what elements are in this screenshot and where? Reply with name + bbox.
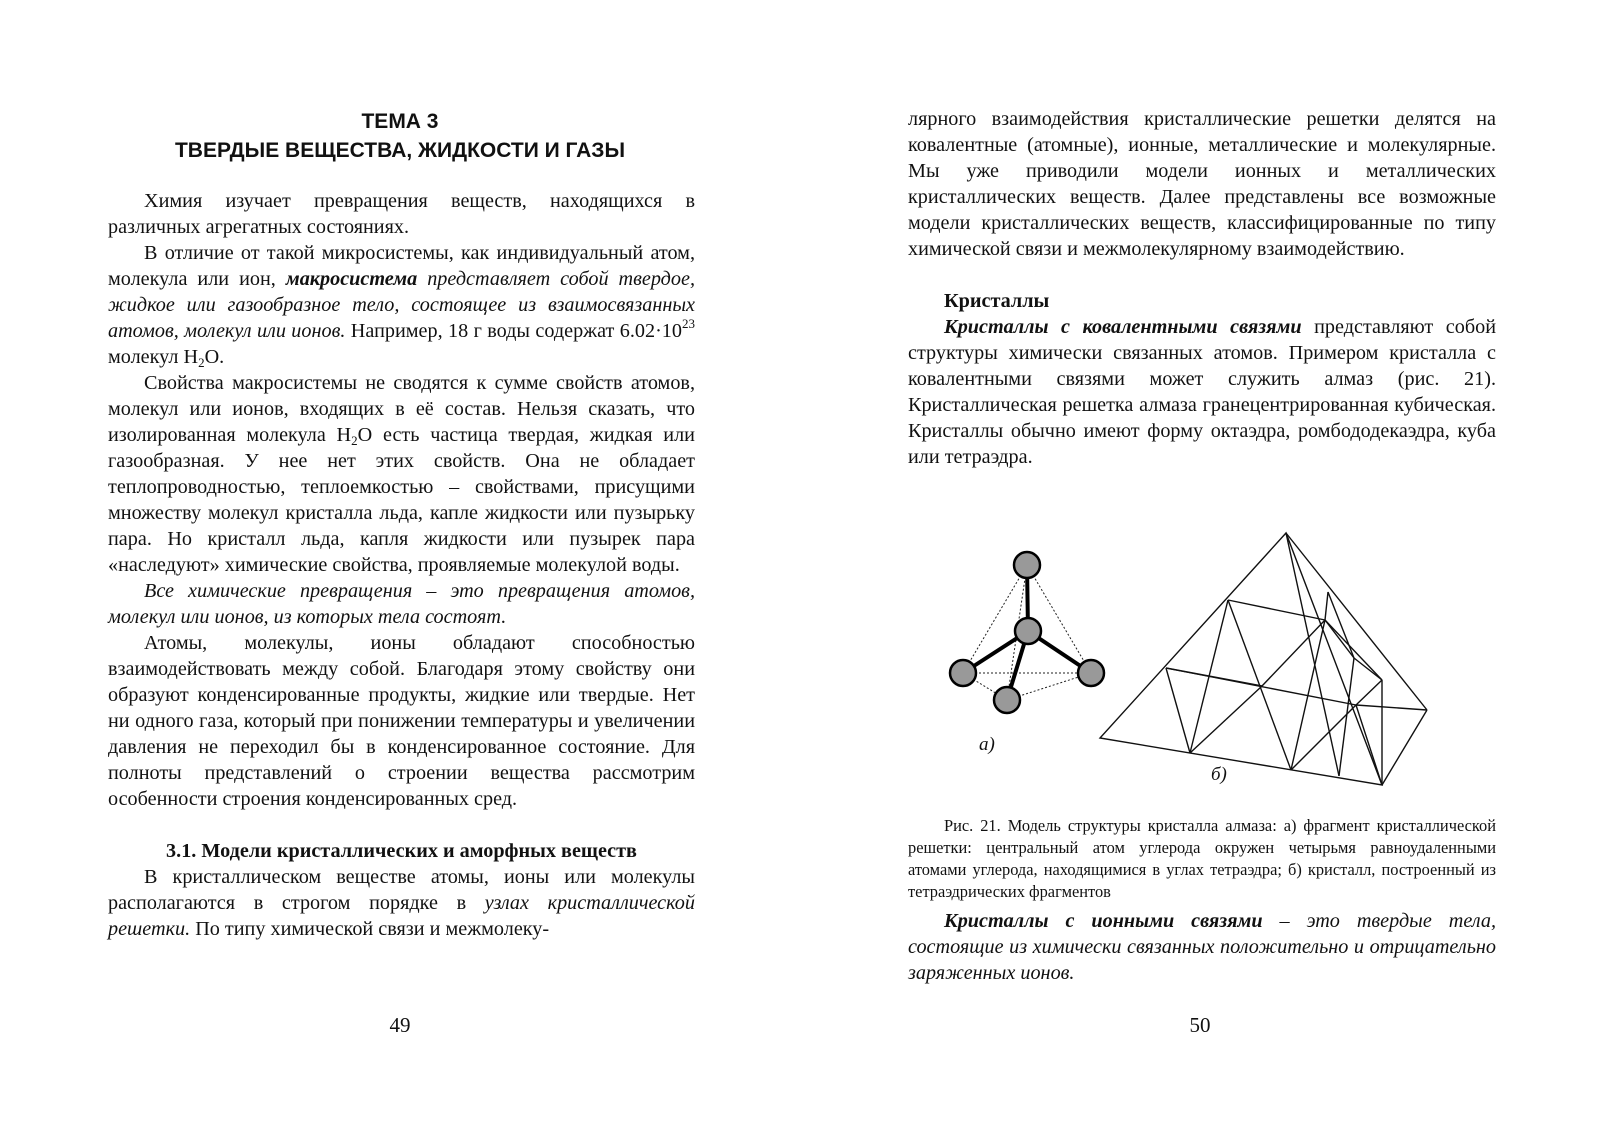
paragraph-italic: Все химические превращения – это превращения атомов, молекул или ионов, из которых тела состоят.	[108, 580, 695, 628]
paragraph: лярного взаимодействия кристаллические решетки делятся на ковалентные (атомные), ионные, металлические и молекулярные. Мы уже приводили модели ионных и металлических кристаллических веществ. Далее представлены все возможные модели кристаллических веществ, классифицированные по типу химической связи и межмолекулярному взаимодействию.	[908, 108, 1496, 260]
left-body	[108, 188, 695, 942]
tetrahedral-fragment-diagram	[950, 552, 1104, 713]
chapter-title: ТВЕРДЫЕ ВЕЩЕСТВА, ЖИДКОСТИ И ГАЗЫ	[174, 139, 626, 162]
paragraph	[108, 864, 695, 942]
figure-label-a: а)	[979, 734, 995, 755]
chapter-heading	[100, 107, 700, 165]
term-covalent-crystals: Кристаллы с ковалентными связями	[944, 316, 1302, 338]
right-body-top	[908, 106, 1496, 470]
tetrahedral-crystal-diagram	[1100, 533, 1427, 785]
text-run: представляют собой структуры химически связанных атомов. Примером кристалла с ковалентными связями может служить алмаз (рис. 21). Кристаллическая решетка алмаза гранецентрированная кубическая. Кристаллы обычно имеют форму октаэдра, ромбододекаэдра, куба или тетраэдра.	[908, 316, 1497, 468]
text-run: В отличие от такой микросистемы, как индивидуальный атом, молекула или ион,	[108, 242, 695, 290]
subscript: 2	[198, 355, 205, 370]
chapter-number: ТЕМА 3	[361, 110, 439, 133]
paragraph	[908, 314, 1496, 470]
paragraph	[908, 908, 1496, 986]
text-run: Свойства макросистемы не сводятся к сумме свойств атомов, молекул или ионов, входящих в её состав. Нельзя сказать, что изолированная молекула H	[108, 372, 695, 446]
text-run: O есть частица твердая, жидкая или газообразная. У нее нет этих свойств. Она не обладает теплопроводностью, теплоемкостью – свойствами, присущими множеству молекул кристалла льда, капле жидкости или пузырьку пара. Но кристалл льда, капля жидкости или пузырек пара «наследуют» химические свойства, проявляемые молекулой воды.	[108, 424, 695, 576]
subheading: Кристаллы	[944, 290, 1050, 312]
carbon-atom	[1014, 552, 1040, 578]
subscript: 2	[351, 433, 358, 448]
figure-label-b: б)	[1211, 764, 1227, 785]
carbon-atom	[994, 687, 1020, 713]
term-lattice-nodes: узлах кристаллической решетки.	[108, 892, 695, 940]
carbon-atom	[950, 660, 976, 686]
definition-text: представляет собой твердое, жидкое или газообразное тело, состоящее из взаимосвязанных атомов, молекул или ионов.	[108, 268, 695, 342]
term-macrosystem: макросистема	[285, 268, 418, 290]
caption-text: Рис. 21. Модель структуры кристалла алмаза: а) фрагмент кристаллической решетки: центральный атом углерода окружен четырьмя равноудаленными атомами углерода, находящимися в углах тетраэдра; б) кристалл, построенный из тетраэдрических фрагментов	[908, 816, 1496, 901]
text-run: молекул H	[108, 346, 199, 368]
section-title: 3.1. Модели кристаллических и аморфных веществ	[166, 840, 637, 862]
right-body-bottom	[908, 908, 1496, 986]
diamond-structure-figure	[800, 530, 1600, 810]
text-run: Например, 18 г воды содержат 6.02	[345, 320, 656, 342]
definition-text: – это твердые тела, состоящие из химически связанных положительно и отрицательно заряженных ионов.	[908, 910, 1496, 984]
term-ionic-crystals: Кристаллы с ионными связями	[944, 910, 1263, 932]
page-number: 49	[389, 1013, 411, 1037]
paragraph: Химия изучает превращения веществ, находящихся в различных агрегатных состояниях.	[108, 190, 695, 238]
text-run: ·10	[655, 320, 682, 342]
page-number: 50	[1189, 1013, 1211, 1037]
paragraph	[108, 240, 695, 370]
right-page	[800, 0, 1600, 1131]
text-run: По типу химической связи и межмолеку-	[190, 918, 550, 940]
superscript: 23	[682, 316, 695, 331]
paragraph	[108, 370, 695, 578]
paragraph: Атомы, молекулы, ионы обладают способностью взаимодействовать между собой. Благодаря этому свойству они образуют конденсированные продукты, жидкие или твердые. Нет ни одного газа, который при понижении температуры и увеличении давления не переходил бы в конденсированное состояние. Для полноты представлений о строении вещества рассмотрим особенности строения конденсированных сред.	[108, 632, 695, 810]
text-run: В кристаллическом веществе атомы, ионы или молекулы располагаются в строгом порядке в	[108, 866, 695, 914]
text-run: O.	[204, 346, 225, 368]
carbon-atom	[1078, 660, 1104, 686]
figure-caption	[908, 815, 1496, 903]
central-carbon-atom	[1015, 618, 1041, 644]
